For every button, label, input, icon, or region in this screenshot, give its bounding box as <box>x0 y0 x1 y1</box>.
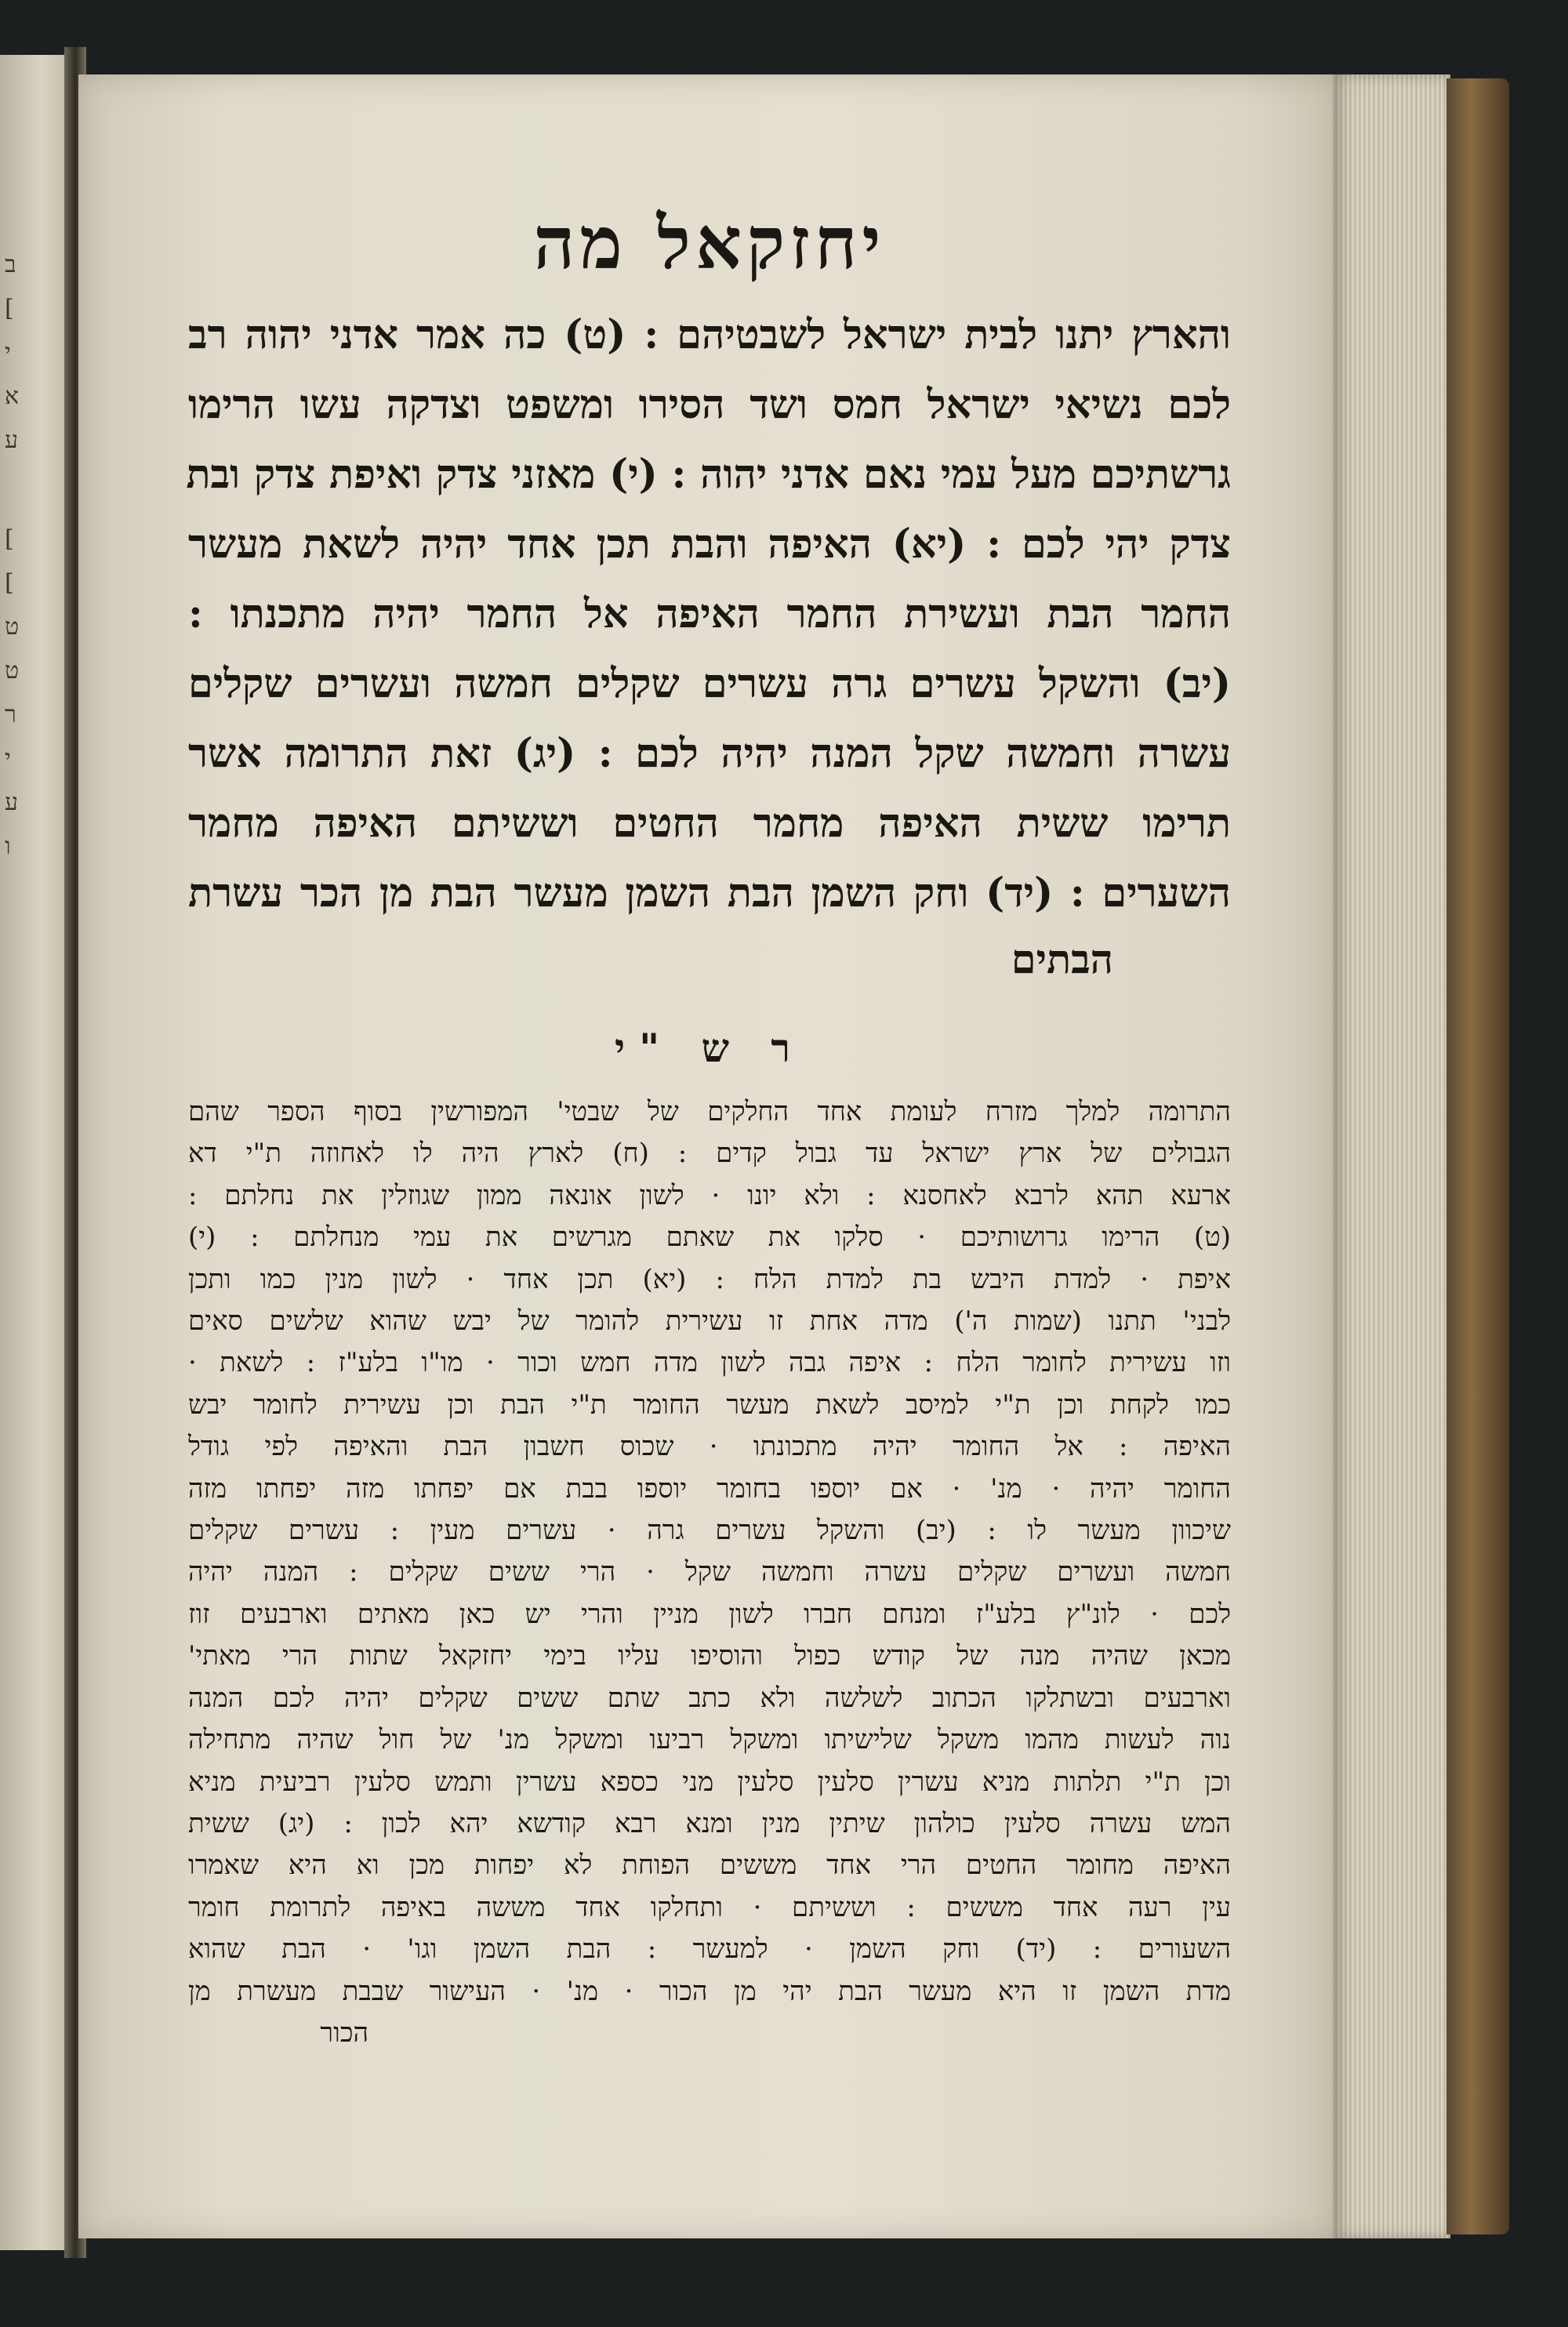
rashi-line: הגבולים של ארץ ישראל עד גבול קדים : (ח) לארץ היה לו לאחוזה ת"י דא <box>188 1138 1231 1170</box>
left-margin-letter: ט <box>5 657 20 684</box>
rashi-line: לכם · לונ"ץ בלע"ז ומנחם חברו לשון מניין והרי יש כאן מאתים וארבעים זוז <box>188 1598 1231 1630</box>
rashi-line: וזו עשירית לחומר הלח : איפה גבה לשון מדה חמש וכור · מו"ו בלע"ז : לשאת · <box>188 1347 1231 1379</box>
rashi-line: כמו לקחת וכן ת"י למיסב לשאת מעשר החומר ת"י הבת וכן עשירית לחומר יבש <box>188 1389 1231 1421</box>
rashi-line: נוה לעשות מהמו משקל שלישיתו ומשקל רביעו ומשקל מנ' של חול שהיה מתחילה <box>188 1724 1231 1756</box>
left-margin-letter: [ <box>5 569 14 597</box>
page-edges <box>1333 74 1450 2238</box>
rashi-line: חמשה ועשרים שקלים עשרה וחמשה שקל · הרי ששים שקלים : המנה יהיה <box>188 1556 1231 1588</box>
left-margin-letter: ו <box>5 833 11 860</box>
book-cover-edge <box>1446 78 1509 2234</box>
rashi-line: עין רעה אחד מששים : וששיתם · ותחלקו אחד מששה באיפה לתרומת חומר <box>188 1891 1231 1923</box>
rashi-line: התרומה למלך מזרח לעומת אחד החלקים של שבטי' המפורשין בסוף הספר שהם <box>188 1096 1231 1127</box>
rashi-line: החומר יהיה · מנ' · אם יוספו בחומר יוספו בבת אם יפחתו מזה יפחתו מזה <box>188 1472 1231 1505</box>
verse-line: (יב) והשקל עשרים גרה עשרים שקלים חמשה ועשרים שקלים <box>188 660 1231 707</box>
left-margin-letter: י <box>5 339 11 366</box>
left-margin-letter: ב <box>5 251 16 278</box>
left-margin-letter: ע <box>5 789 18 816</box>
verse-catchword: הבתים <box>1011 936 1113 983</box>
left-margin-letter: ט <box>5 613 20 641</box>
rashi-line: האיפה מחומר החטים הרי אחד מששים הפוחת לא יפחות מכן וא היא שאמרו <box>188 1850 1231 1882</box>
verse-line: עשרה וחמשה שקל המנה יהיה לכם : (יג) זאת התרומה אשר <box>188 730 1231 777</box>
page-text-block <box>188 200 1231 2054</box>
facing-left-page <box>0 55 69 2250</box>
rashi-line: לבני' תתנו (שמות ה') מדה אחת זו עשירית להומר של יבש שהוא שלשים סאים <box>188 1305 1231 1338</box>
verse-line: החמר הבת ועשירת החמר האיפה אל החמר יהיה מתכנתו : <box>188 590 1231 637</box>
rashi-line: השעורים : (יד) וחק השמן · למעשר : הבת השמן וגו' · הבת שהוא <box>188 1933 1232 1966</box>
rashi-line: מדת השמן זו היא מעשר הבת יהי מן הכור · מנ' · העישור שבבת מעשרת מן <box>188 1975 1231 2007</box>
left-margin-letter: [ <box>5 525 14 553</box>
left-margin-letter: ר <box>5 701 16 728</box>
rashi-line: האיפה : אל החומר יהיה מתכונתו · שכוס חשבון הבת והאיפה לפי גודל <box>188 1431 1231 1463</box>
verse-text <box>188 300 1231 991</box>
rashi-line: מכאן שהיה מנה של קודש כפול והוסיפו עליו בימי יחזקאל שתות הרי מאתי' <box>188 1640 1231 1672</box>
rashi-catchword: הכור <box>320 2017 368 2049</box>
verse-line: גרשתיכם מעל עמי נאם אדני יהוה : (י) מאזני צדק ואיפת צדק ובת <box>186 451 1231 498</box>
left-margin-letter: [ <box>5 295 14 322</box>
verse-line: צדק יהי לכם : (יא) האיפה והבת תכן אחד יהיה לשאת מעשר <box>188 521 1231 568</box>
running-head: יחזקאל מה <box>533 201 886 285</box>
rashi-line: וכן ת"י תלתות מניא עשרין סלעין סלעין מני כספא עשרין ותמש סלעין רביעית מניא <box>188 1766 1231 1798</box>
rashi-line: (ט) הרימו גרושותיכם · סלקו את שאתם מגרשים את עמי מנחלתם : (י) <box>188 1222 1231 1254</box>
rashi-title: ר ש "י <box>615 1025 804 1071</box>
rashi-line: ארעא תהא לרבא לאחסנא : ולא יונו · לשון אונאה ממון שגוזלין את נחלתם : <box>188 1179 1231 1211</box>
left-page-margin-letters <box>5 243 60 869</box>
rashi-line: המש עשרה סלעין כולהון שיתין מנין ומנא רבא קודשא יהא לכון : (יג) ששית <box>188 1807 1231 1839</box>
left-margin-letter: ע <box>5 427 18 454</box>
rashi-line: איפת · למדת היבש בת למדת הלח : (יא) תכן אחד · לשון מנין כמו ותכן <box>188 1263 1231 1295</box>
left-margin-letter: י <box>5 745 11 772</box>
verse-line: השערים : (יד) וחק השמן הבת השמן מעשר הבת מן הכר עשרת <box>188 869 1231 917</box>
verse-line: תרימו ששית האיפה מחמר החטים וששיתם האיפה מחמר <box>188 800 1231 847</box>
rashi-line: וארבעים ובשתלקו הכתוב לשלשה ולא כתב שתם ששים שקלים יהיה לכם המנה <box>188 1682 1231 1714</box>
verse-line: לכם נשיאי ישראל חמס ושד הסירו ומשפט וצדקה עשו הרימו <box>188 381 1231 428</box>
left-margin-letter: א <box>5 383 20 410</box>
rashi-line: שיכוון מעשר לו : (יב) והשקל עשרים גרה · עשרים מעין : עשרים שקלים <box>188 1515 1231 1547</box>
verse-line: והארץ יתנו לבית ישראל לשבטיהם : (ט) כה אמר אדני יהוה רב <box>188 311 1231 358</box>
rashi-commentary <box>188 1091 1231 2054</box>
